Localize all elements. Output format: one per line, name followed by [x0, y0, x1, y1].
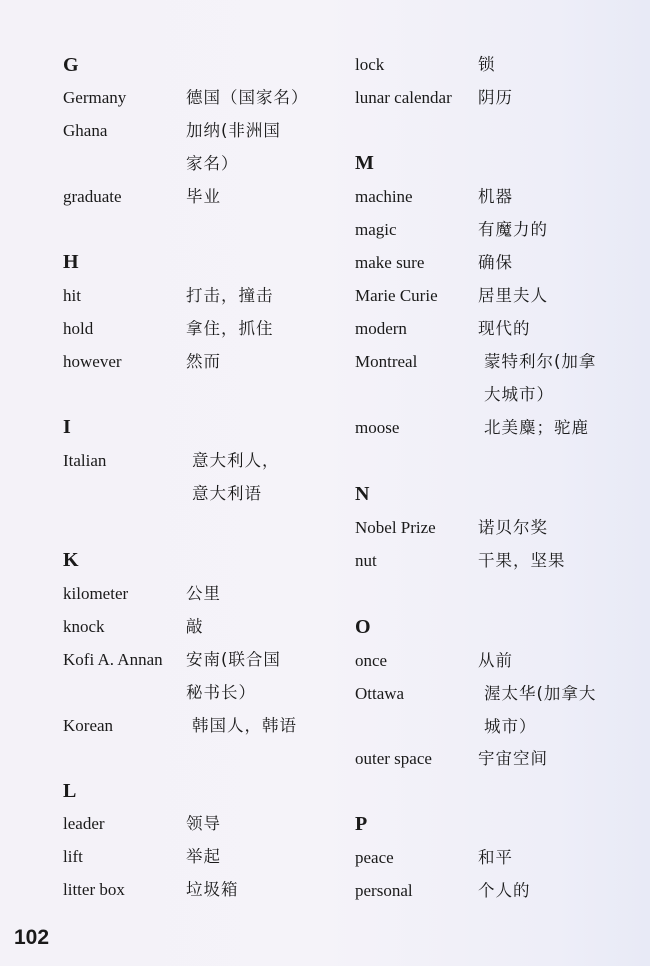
english-term: Marie Curie — [355, 286, 438, 305]
english-term: kilometer — [63, 584, 129, 603]
section-letter-k: K — [63, 549, 79, 571]
english-term: machine — [355, 187, 413, 206]
english-term: lift — [63, 847, 83, 866]
english-term: moose — [355, 418, 400, 437]
chinese-translation: 干果，坚果 — [478, 551, 566, 570]
english-term: Ghana — [63, 121, 108, 140]
chinese-translation: 领导 — [186, 814, 221, 833]
section-letter-n: N — [355, 483, 370, 505]
chinese-translation: 拿住，抓住 — [186, 319, 274, 338]
chinese-translation: 敲 — [186, 617, 204, 636]
chinese-translation: 从前 — [478, 651, 513, 670]
section-letter-i: I — [63, 416, 71, 438]
english-term: Korean — [63, 716, 114, 735]
section-letter-m: M — [355, 152, 374, 174]
chinese-translation: 家名） — [186, 154, 239, 173]
chinese-translation: 毕业 — [186, 187, 221, 206]
chinese-translation: 宇宙空间 — [478, 749, 548, 768]
chinese-translation: 意大利人， — [192, 451, 280, 470]
english-term: Italian — [63, 451, 107, 470]
chinese-translation: 现代的 — [478, 319, 531, 338]
english-term: lunar calendar — [355, 88, 452, 107]
chinese-translation: 蒙特利尔(加拿 — [484, 352, 597, 371]
english-term: outer space — [355, 749, 432, 768]
chinese-translation: 然而 — [186, 352, 221, 371]
chinese-translation: 和平 — [478, 848, 513, 867]
english-term: leader — [63, 814, 105, 833]
chinese-translation: 意大利语 — [192, 484, 262, 503]
chinese-translation: 德国（国家名） — [186, 88, 309, 107]
chinese-translation: 韩国人，韩语 — [192, 716, 297, 735]
page-number: 102 — [14, 926, 50, 949]
english-term: personal — [355, 881, 413, 900]
english-term: make sure — [355, 253, 425, 272]
chinese-translation: 垃圾箱 — [186, 880, 239, 899]
chinese-translation: 有魔力的 — [478, 220, 548, 239]
english-term: Montreal — [355, 352, 418, 371]
english-term: knock — [63, 617, 105, 636]
chinese-translation: 个人的 — [478, 881, 531, 900]
chinese-translation: 锁 — [478, 55, 496, 74]
chinese-translation: 北美麋；驼鹿 — [484, 418, 589, 437]
section-letter-l: L — [63, 780, 77, 802]
section-letter-p: P — [355, 813, 368, 835]
chinese-translation: 阴历 — [478, 88, 513, 107]
chinese-translation: 加纳(非洲国 — [186, 121, 281, 140]
chinese-translation: 举起 — [186, 847, 221, 866]
chinese-translation: 秘书长） — [186, 683, 256, 702]
english-term: peace — [355, 848, 394, 867]
chinese-translation: 大城市） — [484, 385, 554, 404]
english-term: however — [63, 352, 122, 371]
english-term: hit — [63, 286, 81, 305]
section-letter-h: H — [63, 251, 79, 273]
english-term: litter box — [63, 880, 125, 899]
chinese-translation: 城市） — [484, 717, 537, 736]
chinese-translation: 机器 — [478, 187, 513, 206]
english-term: hold — [63, 319, 94, 338]
english-term: Kofi A. Annan — [63, 650, 163, 669]
section-letter-o: O — [355, 616, 371, 638]
english-term: Ottawa — [355, 684, 405, 703]
chinese-translation: 安南(联合国 — [186, 650, 281, 669]
chinese-translation: 居里夫人 — [478, 286, 548, 305]
chinese-translation: 渥太华(加拿大 — [484, 684, 597, 703]
chinese-translation: 公里 — [186, 584, 221, 603]
english-term: nut — [355, 551, 377, 570]
english-term: graduate — [63, 187, 122, 206]
chinese-translation: 诺贝尔奖 — [478, 518, 548, 537]
english-term: magic — [355, 220, 397, 239]
section-letter-g: G — [63, 54, 79, 76]
chinese-translation: 打击，撞击 — [186, 286, 274, 305]
english-term: lock — [355, 55, 385, 74]
chinese-translation: 确保 — [478, 253, 513, 272]
english-term: Nobel Prize — [355, 518, 436, 537]
english-term: Germany — [63, 88, 127, 107]
english-term: once — [355, 651, 388, 670]
english-term: modern — [355, 319, 407, 338]
